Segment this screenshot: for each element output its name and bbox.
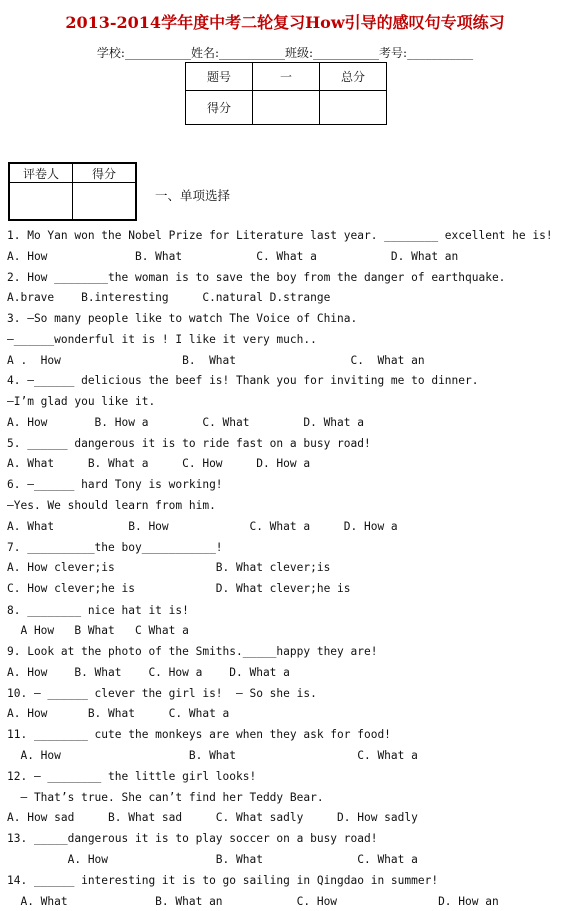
question-line: A. How B. What C. What a — [7, 749, 418, 762]
score-header-cell: 一 — [253, 63, 320, 91]
question-line: A. What B. How C. What a D. How a — [7, 520, 398, 533]
question-line: 5. ______ dangerous it is to ride fast on a busy road! — [7, 437, 371, 450]
grader-header-cell: 得分 — [73, 163, 137, 183]
grader-cell — [73, 183, 137, 221]
question-line: 9. Look at the photo of the Smiths._____happy they are! — [7, 645, 378, 658]
question-line: A. How clever;is B. What clever;is — [7, 561, 331, 574]
question-line: 3. —So many people like to watch The Voice of China. — [7, 312, 358, 325]
question-line: A. How B. What C. How a D. What a — [7, 666, 290, 679]
question-line: 8. ________ nice hat it is! — [7, 604, 189, 617]
score-header-cell: 总分 — [320, 63, 387, 91]
question-line: —______wonderful it is ! I like it very much.. — [7, 333, 317, 346]
question-line: 1. Mo Yan won the Nobel Prize for Literature last year. ________ excellent he is! — [7, 229, 553, 242]
question-line: A. What B. What a C. How D. How a — [7, 457, 311, 470]
question-line: A. How B. How a C. What D. What a — [7, 416, 364, 429]
question-line: A How B What C What a — [7, 624, 189, 637]
score-cell — [320, 91, 387, 125]
question-line: 11. ________ cute the monkeys are when they ask for food! — [7, 728, 391, 741]
question-line: A . How B. What C. What an — [7, 354, 425, 367]
student-info-line: 学校:___________姓名:___________班级:___________考号:___________ — [96, 46, 474, 60]
question-line: C. How clever;he is D. What clever;he is — [7, 582, 351, 595]
question-line: A. How B. What C. What a — [7, 707, 230, 720]
page-title: 2013-2014学年度中考二轮复习How引导的感叹句专项练习 — [65, 13, 505, 32]
score-table — [185, 62, 387, 125]
question-line: A. How B. What C. What a — [7, 853, 418, 866]
question-line: 12. — ________ the little girl looks! — [7, 770, 257, 783]
section-title: 一、单项选择 — [155, 188, 231, 203]
question-line: 13. _____dangerous it is to play soccer on a busy road! — [7, 832, 378, 845]
score-cell — [253, 91, 320, 125]
question-line: 2. How ________the woman is to save the boy from the danger of earthquake. — [7, 271, 506, 284]
grader-header-cell: 评卷人 — [9, 163, 73, 183]
grader-table — [8, 162, 137, 221]
question-line: 6. —______ hard Tony is working! — [7, 478, 223, 491]
question-line: 4. —______ delicious the beef is! Thank you for inviting me to dinner. — [7, 374, 479, 387]
question-line: 7. __________the boy___________! — [7, 541, 223, 554]
question-line: 10. — ______ clever the girl is! — So she is. — [7, 687, 317, 700]
grader-cell — [9, 183, 73, 221]
question-line: — That’s true. She can’t find her Teddy Bear. — [7, 791, 324, 804]
question-line: A.brave B.interesting C.natural D.strange — [7, 291, 331, 304]
question-line: 14. ______ interesting it is to go sailing in Qingdao in summer! — [7, 874, 439, 887]
question-line: —I’m glad you like it. — [7, 395, 156, 408]
question-line: A. How sad B. What sad C. What sadly D. How sadly — [7, 811, 418, 824]
score-header-cell: 题号 — [186, 63, 253, 91]
score-row-label: 得分 — [186, 91, 253, 125]
question-line: A. What B. What an C. How D. How an — [7, 895, 499, 908]
question-line: —Yes. We should learn from him. — [7, 499, 216, 512]
question-line: A. How B. What C. What a D. What an — [7, 250, 459, 263]
